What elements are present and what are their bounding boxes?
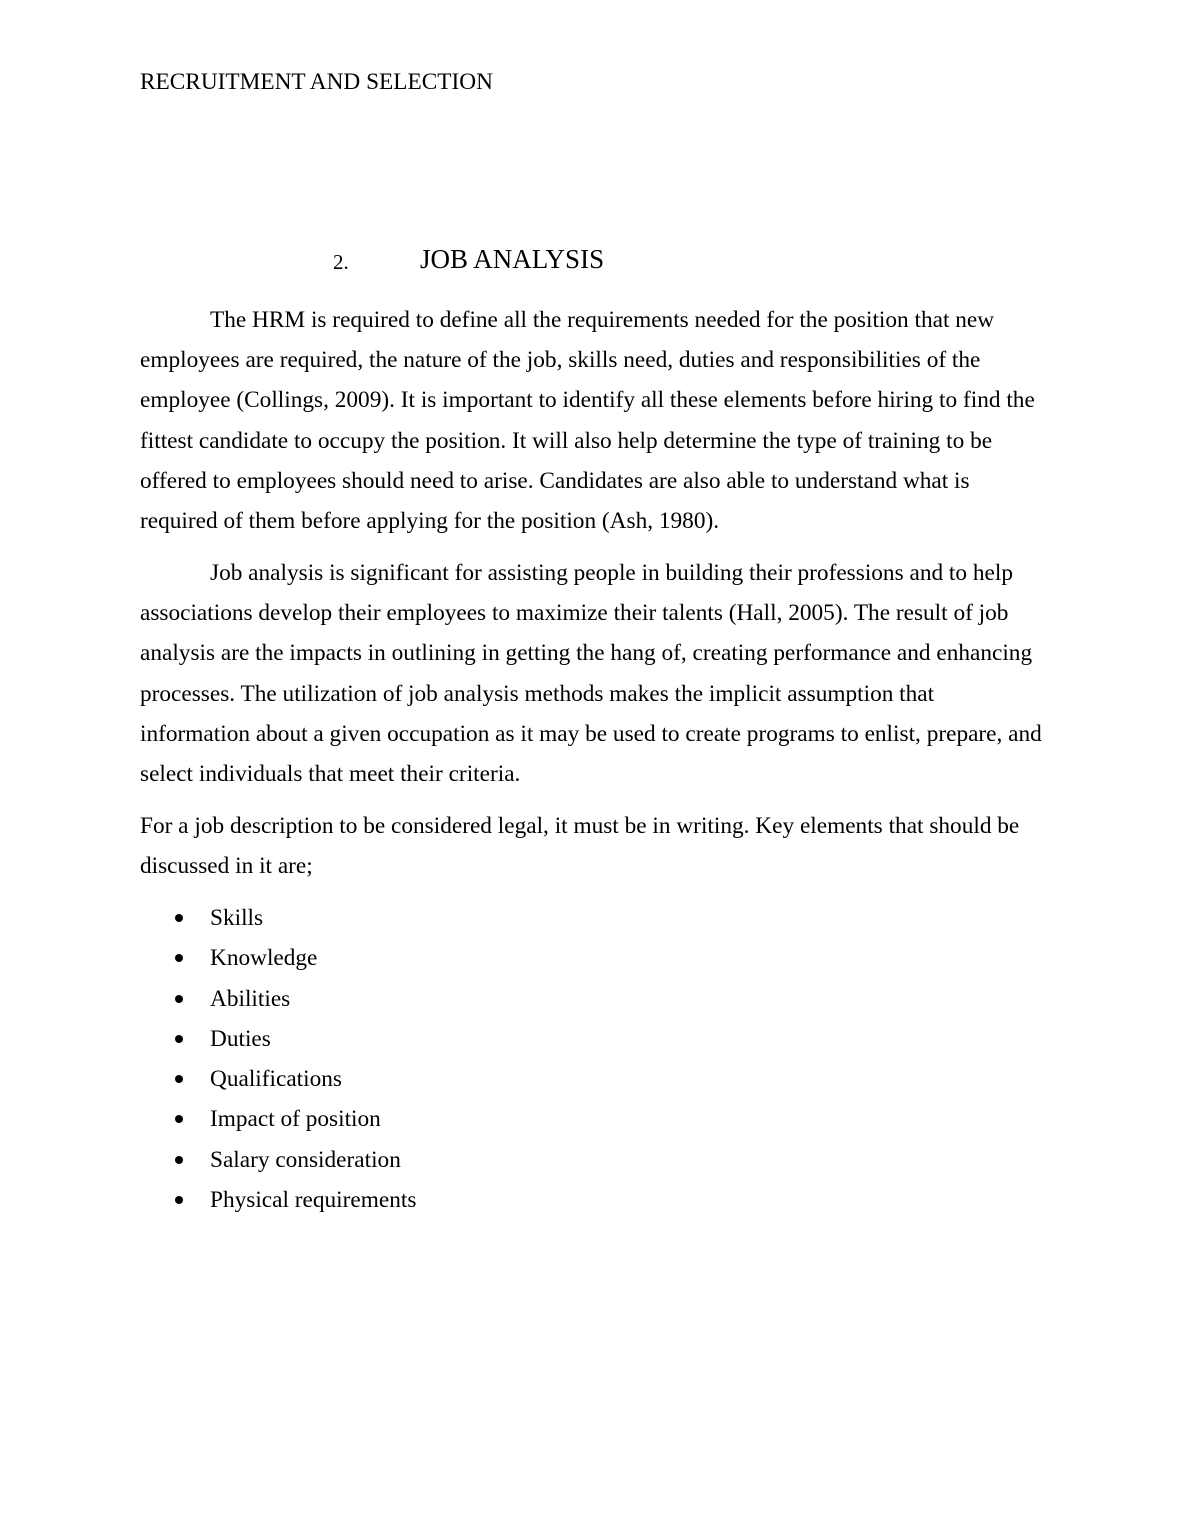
key-elements-list <box>140 898 416 1220</box>
list-item <box>140 1140 416 1180</box>
text-line: For a job description to be considered legal, it must be in writing. Key elements that should be <box>140 813 1020 839</box>
text-line: offered to employees should need to arise. Candidates are also able to understand what is <box>140 467 970 494</box>
bullet-icon <box>175 995 183 1003</box>
paragraph-2 <box>140 553 1060 794</box>
text-line: information about a given occupation as it may be used to create programs to enlist, prepare, and <box>140 720 1042 747</box>
text-line: discussed in it are; <box>140 853 313 880</box>
bullet-icon <box>175 1035 183 1043</box>
list-item-text: Impact of position <box>210 1106 381 1133</box>
list-item-text: Knowledge <box>210 945 318 972</box>
list-item-text: Physical requirements <box>210 1187 417 1214</box>
bullet-icon <box>175 1115 183 1123</box>
text-line: fittest candidate to occupy the position. It will also help determine the type of training to be <box>140 427 993 454</box>
section-heading <box>0 244 1190 278</box>
text-line: associations develop their employees to maximize their talents (Hall, 2005). The result of job <box>140 600 1009 627</box>
bullet-icon <box>175 1196 183 1204</box>
text-line: employee (Collings, 2009). It is important to identify all these elements before hiring to find the <box>140 387 1035 414</box>
text-line: analysis are the impacts in outlining in getting the hang of, creating performance and enhancing <box>140 640 1033 667</box>
text-line: select individuals that meet their criteria. <box>140 760 521 787</box>
paragraph-3 <box>140 806 1060 886</box>
text-line: required of them before applying for the position (Ash, 1980). <box>140 507 720 534</box>
list-item-text: Qualifications <box>210 1066 342 1093</box>
text-line: Job analysis is significant for assisting people in building their professions and to help <box>210 560 1013 586</box>
list-item <box>140 1099 416 1139</box>
list-item <box>140 1019 416 1059</box>
list-item-text: Skills <box>210 905 264 931</box>
text-line: The HRM is required to define all the requirements needed for the position that new <box>210 307 995 333</box>
list-item <box>140 979 416 1019</box>
bullet-icon <box>175 914 183 922</box>
bullet-icon <box>175 954 183 962</box>
list-item <box>140 1059 416 1099</box>
paragraph-1 <box>140 300 1060 541</box>
list-item <box>140 898 416 938</box>
text-line: processes. The utilization of job analysis methods makes the implicit assumption that <box>140 680 935 707</box>
list-item-text: Duties <box>210 1025 271 1052</box>
list-item <box>140 1180 416 1220</box>
bullet-icon <box>175 1156 183 1164</box>
list-item-text: Salary consideration <box>210 1146 401 1173</box>
list-item <box>140 938 416 978</box>
section-title: JOB ANALYSIS <box>420 244 605 274</box>
running-header: RECRUITMENT AND SELECTION <box>140 69 493 95</box>
list-item-text: Abilities <box>210 985 291 1012</box>
text-line: employees are required, the nature of the job, skills need, duties and responsibilities of the <box>140 347 981 374</box>
section-number: 2. <box>333 250 349 274</box>
bullet-icon <box>175 1075 183 1083</box>
